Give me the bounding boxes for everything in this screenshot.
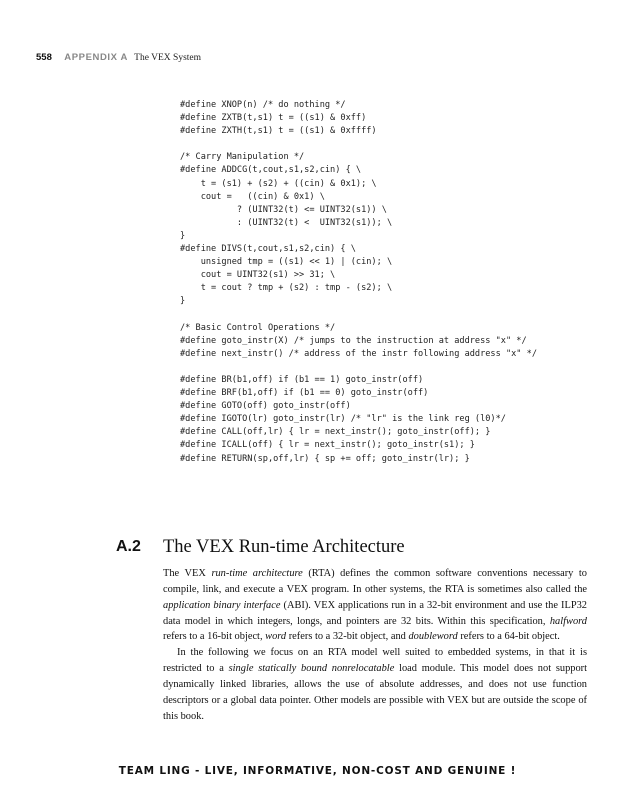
code-line: ? (UINT32(t) <= UINT32(s1)) \ — [180, 204, 387, 215]
code-line — [180, 138, 537, 151]
code-line: #define ZXTH(t,s1) t = ((s1) & 0xffff) — [180, 126, 377, 137]
code-line: /* Carry Manipulation */ — [180, 152, 305, 163]
section-title: The VEX Run-time Architecture — [163, 537, 405, 557]
code-line: #define BRF(b1,off) if (b1 == 0) goto_instr(off) — [180, 388, 429, 399]
code-line: #define ZXTB(t,s1) t = ((s1) & 0xff) — [180, 113, 367, 124]
paragraph-2: In the following we focus on an RTA model well suited to embedded systems, in that it is restricted to a single statically bound nonrelocatable load module. This model does not support dynamically linked libraries, allows the use of absolute addresses, and does not use function descriptors or a global data pointer. Other models are possible with VEX but are outside the scope of this book. — [163, 647, 588, 722]
paragraph-1: The VEX run-time architecture (RTA) defines the common software conventions necessary to compile, link, and execute a VEX program. In other systems, the RTA is sometimes also called the application binary interface (ABI). VEX applications run in a 32-bit environment and use the ILP32 data model in which integers, longs, and pointers are 32 bits. Within this specification, halfword refers to a 16-bit object, word refers to a 32-bit object, and doubleword refers to a 64-bit object. — [163, 568, 587, 643]
running-title: The VEX System — [134, 53, 202, 63]
code-line: #define CALL(off,lr) { lr = next_instr(); goto_instr(off); } — [180, 427, 491, 438]
footer-watermark: TEAM LING - LIVE, INFORMATIVE, NON-COST AND GENUINE ! — [118, 765, 517, 777]
code-line: #define goto_instr(X) /* jumps to the instruction at address "x" */ — [180, 335, 527, 346]
code-line: #define ICALL(off) { lr = next_instr(); goto_instr(s1); } — [180, 440, 475, 451]
code-line: #define XNOP(n) /* do nothing */ — [180, 100, 346, 110]
code-line: : (UINT32(t) < UINT32(s1)); \ — [180, 217, 393, 228]
code-line: cout = ((cin) & 0x1) \ — [180, 191, 325, 202]
appendix-label: APPENDIX A — [64, 52, 128, 63]
code-line — [180, 309, 537, 322]
section-number: A.2 — [116, 538, 141, 555]
code-line: /* Basic Control Operations */ — [180, 322, 336, 333]
code-line: #define DIVS(t,cout,s1,s2,cin) { \ — [180, 244, 356, 255]
page-number: 558 — [36, 52, 52, 63]
code-line: t = (s1) + (s2) + ((cin) & 0x1); \ — [180, 178, 377, 189]
code-line: #define ADDCG(t,cout,s1,s2,cin) { \ — [180, 165, 362, 176]
section-body — [163, 566, 587, 724]
code-line: #define BR(b1,off) if (b1 == 1) goto_instr(off) — [180, 374, 424, 385]
code-line: #define RETURN(sp,off,lr) { sp += off; goto_instr(lr); } — [180, 453, 470, 464]
code-listing — [180, 99, 537, 466]
code-line: #define IGOTO(lr) goto_instr(lr) /* "lr" is the link reg (l0)*/ — [180, 414, 506, 425]
code-line: #define next_instr() /* address of the instr following address "x" */ — [180, 348, 537, 359]
code-line: #define GOTO(off) goto_instr(off) — [180, 401, 351, 412]
code-line: unsigned tmp = ((s1) << 1) | (cin); \ — [180, 257, 393, 268]
code-line: } — [180, 230, 186, 241]
code-line: cout = UINT32(s1) >> 31; \ — [180, 270, 336, 281]
code-line — [180, 361, 537, 374]
code-line: } — [180, 296, 186, 307]
running-header — [36, 52, 201, 63]
code-line: t = cout ? tmp + (s2) : tmp - (s2); \ — [180, 283, 393, 294]
